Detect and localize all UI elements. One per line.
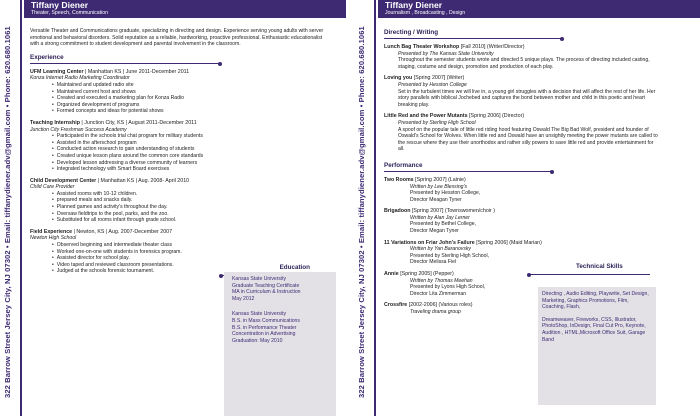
job-bullet: • Assisted in the afterschool program [52, 140, 340, 147]
performance-credit: Director Lita Zimmerman [410, 290, 467, 297]
name-header [24, 0, 346, 18]
job-meta: | Newton, KS | Aug. 2007-December 2007 [72, 228, 173, 235]
performance-title-line [384, 240, 694, 247]
performance-credit: Presented by Bethel College, [410, 221, 476, 228]
job-bullet: • Observed beginning and intermediate theater class [52, 242, 340, 249]
work-title: Loving you [384, 75, 413, 82]
work-title: 11 Variations on Friar John's Failure [384, 239, 475, 246]
job-entry [30, 120, 340, 173]
divider-dot [550, 170, 554, 174]
performance-title-line [384, 208, 694, 215]
divider [384, 38, 562, 39]
job-bullet: • Conducted action research to gain understanding of students [52, 146, 340, 153]
contact-gutter [0, 0, 22, 416]
work-meta: [Spring 2006] (Maid Marian) [474, 239, 542, 246]
resume-page-right [354, 0, 700, 416]
work-meta: [Spring 2007] (Townswomen/choir ) [410, 208, 495, 215]
work-description: Set in the turbulent times we will live in, a young girl struggles with a decision that will affect the rest of her life. Her story parallels with biblical Jochebed and captures the bond between mother and child in this poetic and heart breaking play. [398, 88, 656, 108]
experience-heading-block [30, 55, 220, 64]
job-title: Teaching Internship [30, 119, 80, 126]
job-list [30, 69, 340, 275]
work-meta: [Spring 2006] (Director) [467, 113, 525, 120]
performance-credit: Director Megan Tyner [410, 228, 459, 235]
job-meta: | Junction City, KS | August 2011-December 2011 [79, 119, 197, 126]
education-panel [224, 272, 336, 416]
skills-group: Directing , Audio Editing, Playwrite, Set Design, Marketing, Graphics Promotions, Film, Coaching, Flash, [542, 291, 649, 311]
skills-heading: Technical Skills [576, 263, 623, 270]
directing-entry [384, 44, 694, 70]
directing-entry [384, 113, 694, 153]
education-heading: Education [279, 264, 310, 271]
divider-dot [218, 62, 222, 66]
job-title-line [30, 229, 340, 236]
job-bullet: • Assisted rooms with 10-12 children. [52, 191, 340, 198]
performance-credit: Presented by Hesston College, [410, 190, 481, 197]
job-role: Child Care Provider [30, 184, 75, 191]
summary-paragraph: Versatile Theater and Communications graduate, specializing in directing and design. Experience serving young adults with server emotional and behavioral disorders. Solid reputation as a reliable, hardworking, proactive professional. Enthusiastic educationalist with a strong commitment to student development and parental involvement in the classroom. [30, 28, 324, 48]
performance-credit: Written by Lee Blessing's [410, 183, 468, 190]
job-bullet: • Oversaw fieldtrips to the pool, parks, and the zoo. [52, 211, 340, 218]
job-bullet: • Planned games and activity's throughout the day. [52, 204, 340, 211]
experience-heading: Experience [30, 53, 64, 61]
job-meta: | Manhattan KS | June 2011-December 2011 [83, 68, 190, 75]
job-bullet: • Video taped and reviewed classroom presentations. [52, 262, 340, 269]
job-title: Child Development Center [30, 177, 97, 184]
job-bullet: • Maintained current host and shows [52, 89, 340, 96]
job-bullets [52, 133, 340, 173]
job-bullet: • Integrated technology with Smart Board exercises [52, 166, 340, 173]
candidate-name: Tiffany Diener [385, 0, 443, 10]
job-bullet: • Formed concepts and ideas for potential shows [52, 108, 340, 115]
divider [384, 171, 552, 172]
job-role: Newton High School [30, 235, 77, 242]
job-entry [30, 178, 340, 224]
performance-heading-block [384, 163, 552, 172]
candidate-subtitle: Theater, Speech, Communication [31, 10, 108, 16]
performance-heading: Performance [384, 161, 423, 169]
presented-by: Presented by The Kansas State University [398, 50, 494, 57]
job-bullet: • Participated in the schools trial chat program for military students [52, 133, 340, 140]
performance-entry [384, 177, 694, 203]
directing-entry [384, 75, 694, 108]
job-bullets [52, 82, 340, 115]
job-title-line [30, 69, 340, 76]
candidate-subtitle: Journalism , Broadcasting , Design [385, 10, 466, 16]
work-description: Throughout the semester students wrote and directed 5 unique plays. The process of directing included casting, staging, costume and design, promotion and production of each play. [398, 57, 650, 70]
job-bullet: • Assisted director for school play. [52, 255, 340, 262]
work-title: Two Rooms [384, 176, 414, 183]
candidate-name: Tiffany Diener [31, 0, 89, 10]
work-meta: [Fall 2010] (Writer/Director) [459, 44, 525, 50]
performance-credit: Traveling drama group [410, 309, 461, 315]
job-bullet: • Organized development of programs [52, 102, 340, 109]
work-title: Lunch Bag Theater Workshop [384, 44, 460, 50]
job-bullet: • Substituted for all rooms infant through grade school. [52, 217, 340, 224]
skills-panel [538, 287, 656, 405]
performance-credit: Director Meagan Tyner [410, 196, 462, 203]
presented-by: Presented by Hesston College [398, 81, 467, 88]
job-title-line [30, 120, 340, 127]
job-bullet: • Developed lesson addressing a diverse community of learners [52, 160, 340, 167]
job-title: UFM Learning Center [30, 68, 84, 75]
directing-title-line [384, 113, 694, 120]
job-bullet: • Created and executed a marketing plan for Konza Radio [52, 95, 340, 102]
divider [528, 274, 650, 275]
performance-entry [384, 208, 694, 234]
name-header [378, 0, 700, 18]
directing-list [384, 44, 694, 153]
job-bullet: • prepared meals and snacks daily. [52, 197, 340, 204]
job-bullet: • Worked one-on-one with students in forensics program. [52, 249, 340, 256]
performance-credit: Presented by Sterling High School, [410, 252, 489, 259]
work-description: A spoof on the popular tale of little red riding hood featuring Oswald The Big Bad Wolf, president and founder of Oswald's School for Wolves. When little red and Oswald have an unsightly meeting the power mutants are called to the rescue where they use their unorthodox and rather silly powers to save little red and provide entertainment for all. [398, 126, 658, 153]
job-role: Konza Internet Radio Marketing Coordinator [30, 75, 130, 82]
work-meta: [2002-2006] (Various roles) [407, 302, 473, 309]
performance-credit: Presented by Lyons High School, [410, 284, 486, 291]
job-bullet: • Judged at the schools forensic tournament. [52, 268, 340, 275]
work-meta: [Spring 2005] (Pepper) [398, 271, 454, 278]
work-title: Annie [384, 271, 399, 278]
performance-credit: Director Melissa Fiel [410, 259, 457, 266]
education-entry: Kansas State University B.S. in Mass Communications B.S. in Performance Theater Concentration in Advertising Graduation: May 2010 [232, 311, 300, 344]
contact-line: 322 Barrow Street Jersey City, NJ 07302 • Email: tiffanydiener.adv@gmail.com • Phone: 620.680.1061 [357, 26, 366, 398]
work-meta: [Spring 2007] (Lainie) [413, 176, 466, 183]
divider-dot [560, 37, 564, 41]
directing-title-line [384, 75, 694, 82]
work-meta: [Spring 2007] (Writer) [412, 75, 465, 82]
job-meta: | Manhattan KS | Aug. 2008- April 2010 [96, 177, 190, 184]
performance-credit: Written by Thomas Meehan [410, 277, 473, 284]
presented-by: Presented by Sterling High School [398, 119, 476, 126]
divider [30, 63, 220, 64]
job-title-line [30, 178, 340, 185]
job-bullet: • Created unique lesson plans around the common core standards [52, 153, 340, 160]
performance-title-line [384, 177, 694, 184]
job-bullet: • Maintained and updated radio site [52, 82, 340, 89]
work-title: Crossfire [384, 302, 408, 309]
directing-heading-block [384, 30, 562, 39]
work-title: Brigadoon [384, 208, 411, 215]
job-entry [30, 69, 340, 115]
directing-title-line [384, 44, 694, 51]
job-title: Field Experience [30, 228, 73, 235]
skills-heading-block [528, 263, 650, 275]
contact-line: 322 Barrow Street Jersey City, NJ 07302 • Email: tiffanydiener.adv@gmail.com • Phone: 620.680.1061 [3, 26, 12, 398]
performance-credit: Written by Yan Baranovsky [410, 246, 471, 253]
job-role: Junction City Freshman Success Academy [30, 126, 127, 133]
directing-heading: Directing / Writing [384, 29, 439, 36]
job-bullets [52, 191, 340, 224]
work-title: Little Red and the Power Mutants [384, 113, 468, 120]
education-entry: Kansas State University Graduate Teaching Certificate MA in Curriculum & Instruction May 2012 [232, 276, 301, 302]
contact-gutter [354, 0, 376, 416]
performance-credit: Written by Alan Jay Lerner [410, 214, 470, 221]
skills-group: Dreamweaver, Fireworks, CSS, Illustrator, PhotoShop, InDesign, Final Cut Pro, Keynote, Audition , HTML,Microsoft Office Suit, Garage Band [542, 316, 646, 343]
resume-page-left [0, 0, 346, 416]
